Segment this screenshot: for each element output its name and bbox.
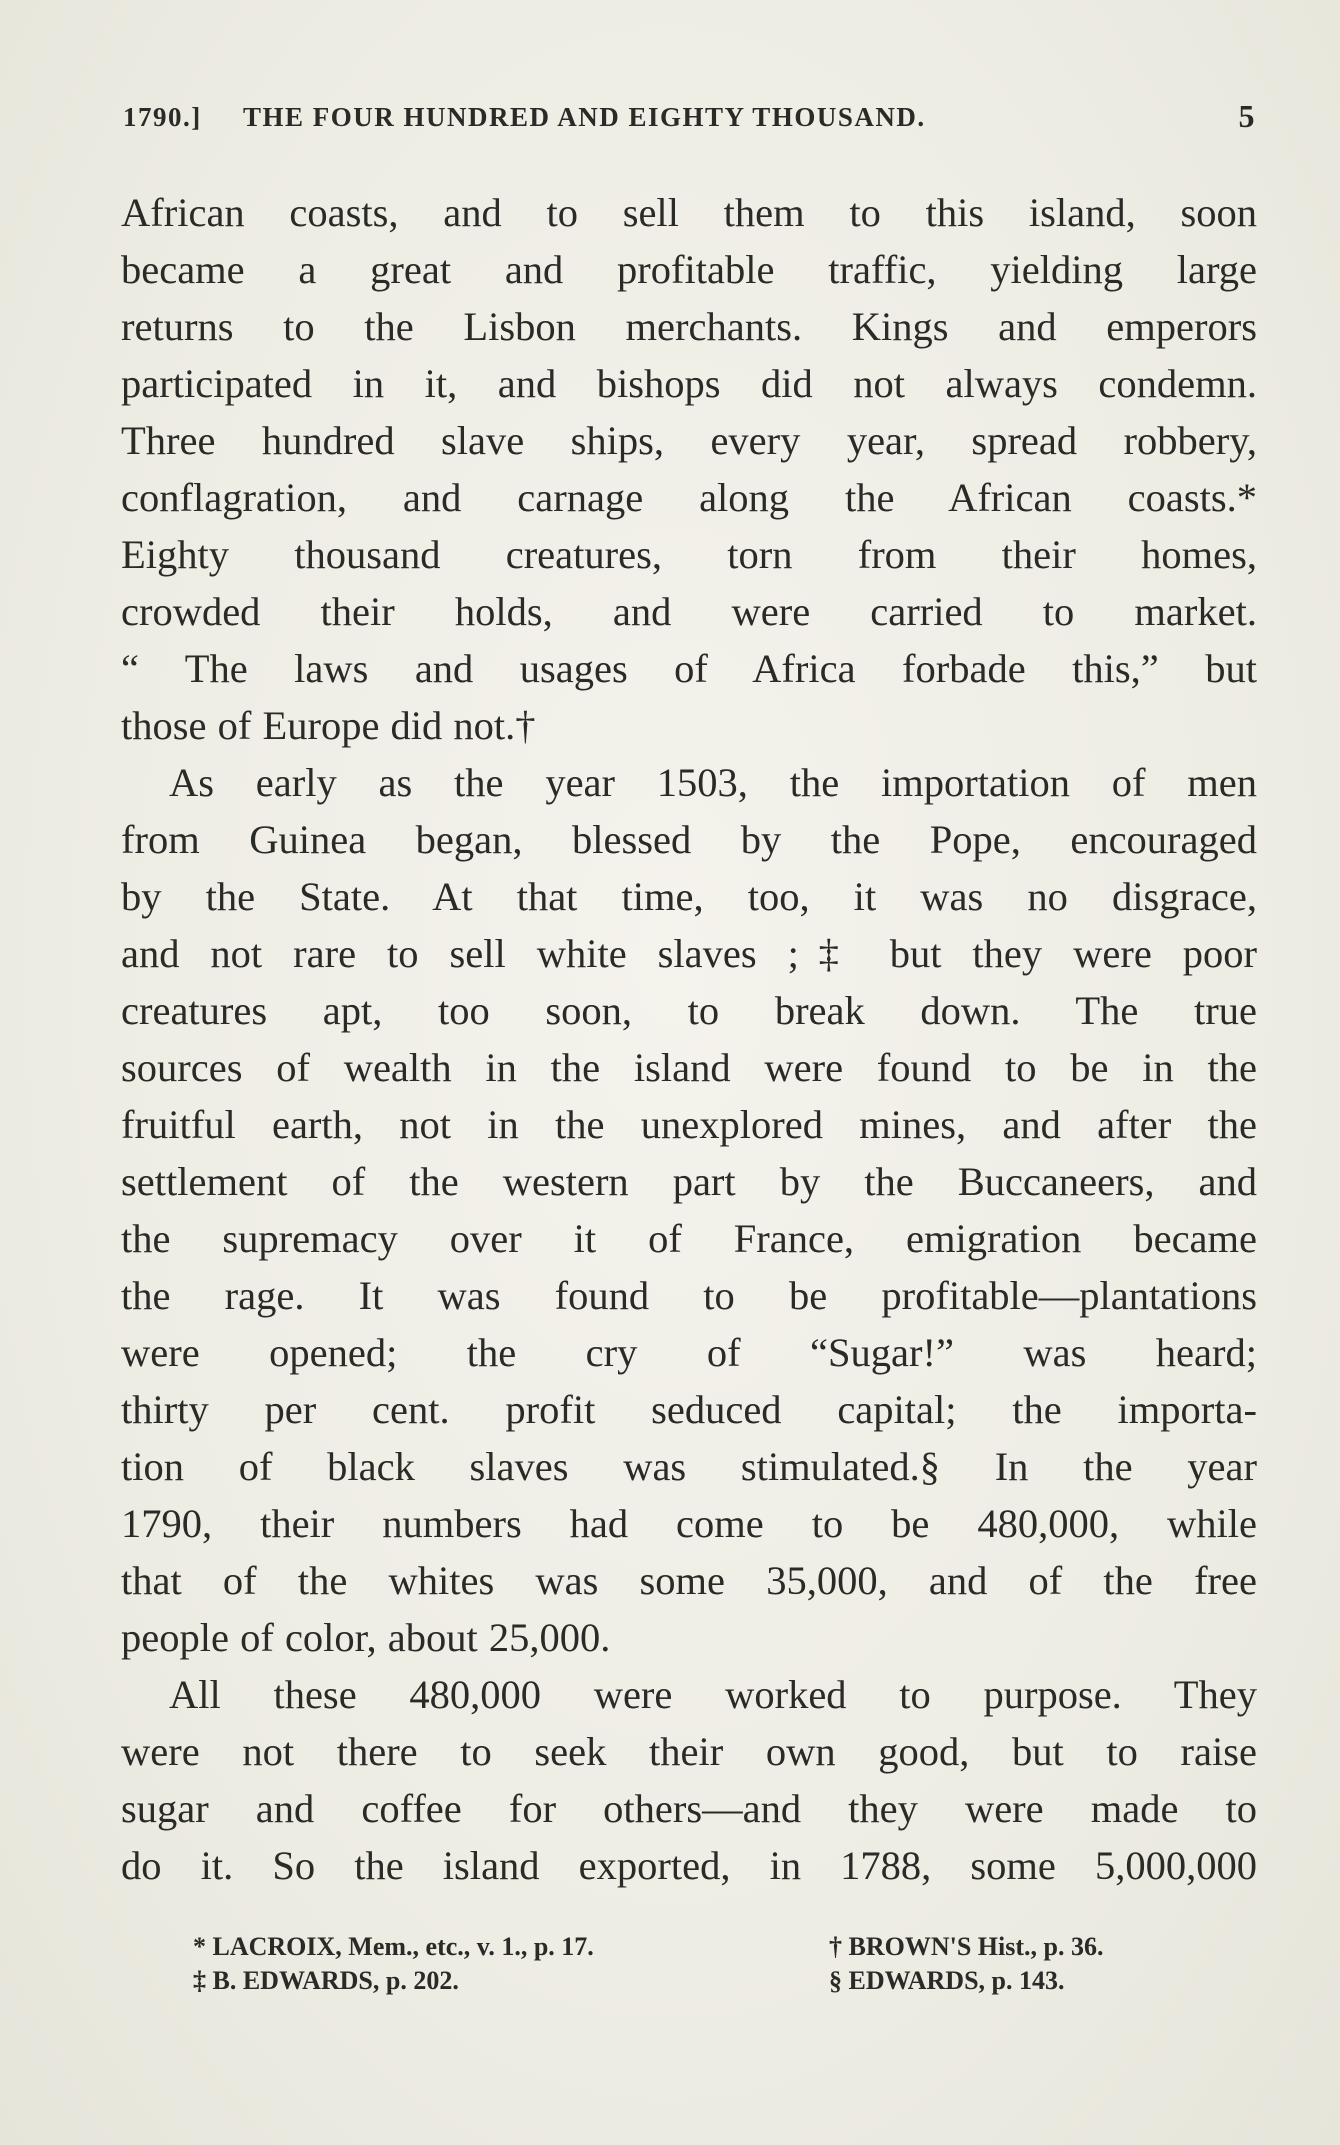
text-line: 1790, their numbers had come to be 480,000, while [121, 1501, 1257, 1546]
text-line: and not rare to sell white slaves ;‡ but they were poor [121, 931, 1257, 976]
running-head-title: THE FOUR HUNDRED AND EIGHTY THOUSAND. [243, 102, 926, 132]
text-line: conflagration, and carnage along the African coasts.* [121, 475, 1257, 520]
text-line: do it. So the island exported, in 1788, some 5,000,000 [121, 1843, 1257, 1888]
text-line: thirty per cent. profit seduced capital; the importa- [121, 1387, 1257, 1432]
text-line: returns to the Lisbon merchants. Kings and emperors [121, 304, 1257, 349]
text-line: creatures apt, too soon, to break down. The true [121, 988, 1257, 1033]
running-head [123, 98, 1256, 142]
text-line: Three hundred slave ships, every year, spread robbery, [121, 418, 1257, 463]
text-line: by the State. At that time, too, it was no disgrace, [121, 874, 1257, 919]
text-line: Eighty thousand creatures, torn from their homes, [121, 532, 1257, 577]
footnote-section: § EDWARDS, p. 143. [829, 1966, 1065, 1995]
text-line: crowded their holds, and were carried to market. [121, 589, 1257, 634]
footnotes [193, 1930, 1193, 2000]
paragraph-3 [121, 1666, 1257, 1894]
text-line: sugar and coffee for others—and they were made to [121, 1786, 1257, 1831]
text-line: fruitful earth, not in the unexplored mines, and after the [121, 1102, 1257, 1147]
text-line: that of the whites was some 35,000, and of the free [121, 1558, 1257, 1603]
text-line: became a great and profitable traffic, yielding large [121, 247, 1257, 292]
text-line: from Guinea began, blessed by the Pope, encouraged [121, 817, 1257, 862]
text-line: As early as the year 1503, the importation of men [169, 760, 1257, 805]
paragraph-2 [121, 754, 1257, 1666]
footnote-asterisk: * LACROIX, Mem., etc., v. 1., p. 17. [193, 1932, 594, 1961]
text-line: African coasts, and to sell them to this island, soon [121, 190, 1257, 235]
text-line: participated in it, and bishops did not always condemn. [121, 361, 1257, 406]
text-line: were not there to seek their own good, but to raise [121, 1729, 1257, 1774]
body-text [121, 184, 1257, 1894]
text-line: were opened; the cry of “Sugar!” was heard; [121, 1330, 1257, 1375]
text-line: those of Europe did not.† [121, 703, 536, 748]
text-line: sources of wealth in the island were found to be in the [121, 1045, 1257, 1090]
text-line: settlement of the western part by the Buccaneers, and [121, 1159, 1257, 1204]
footnote-dagger: † BROWN'S Hist., p. 36. [829, 1932, 1104, 1961]
text-line: the rage. It was found to be profitable—plantations [121, 1273, 1257, 1318]
running-head-year: 1790.] [123, 102, 202, 132]
text-line: the supremacy over it of France, emigration became [121, 1216, 1257, 1261]
page-number: 5 [1238, 98, 1256, 134]
footnote-double-dagger: ‡ B. EDWARDS, p. 202. [193, 1966, 459, 1995]
text-line: tion of black slaves was stimulated.§ In the year [121, 1444, 1257, 1489]
text-line: “ The laws and usages of Africa forbade this,” but [121, 646, 1257, 691]
paragraph-1 [121, 184, 1257, 754]
text-line: people of color, about 25,000. [121, 1615, 611, 1660]
text-line: All these 480,000 were worked to purpose. They [169, 1672, 1257, 1717]
